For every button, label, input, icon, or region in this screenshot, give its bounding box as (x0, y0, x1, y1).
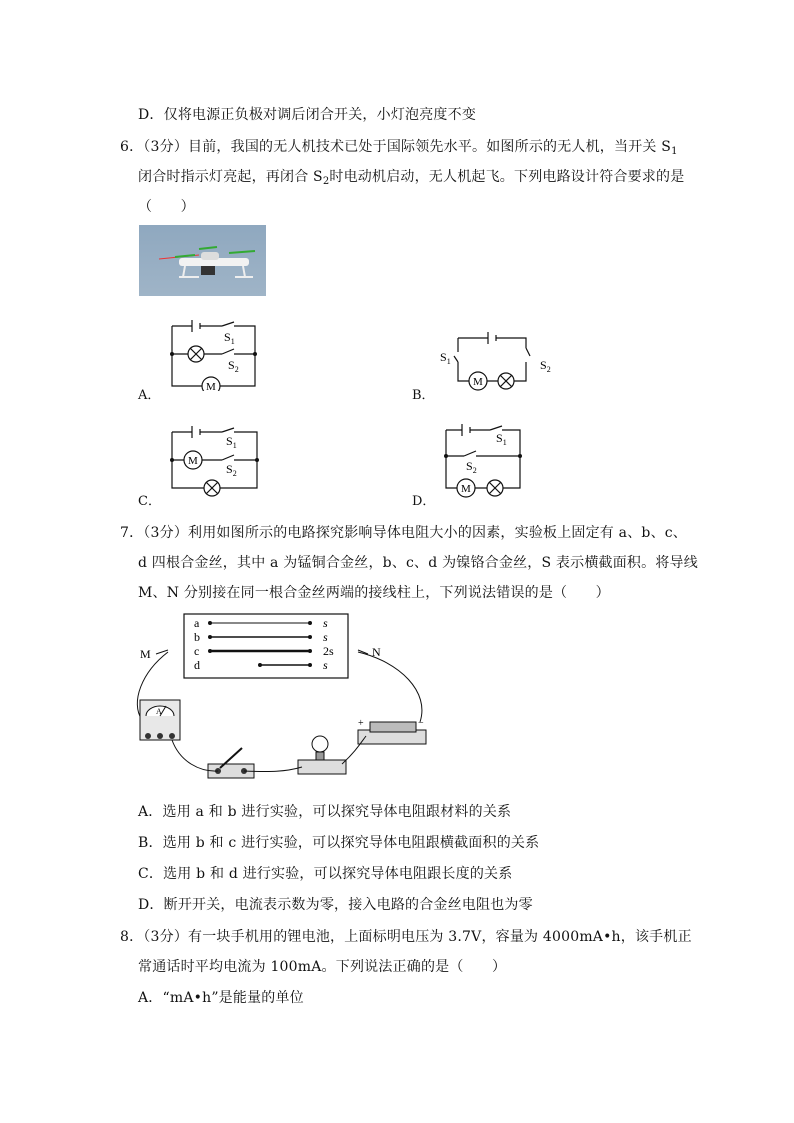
q6-option-a-label: A． (138, 388, 161, 403)
q8-stem-line1: 8．（3分）有一块手机用的锂电池，上面标明电压为 3.7V，容量为 4000mA•h，该手机正 (120, 929, 692, 945)
q6-stem-line1: 6．（3分）目前，我国的无人机技术已处于国际领先水平。如图所示的无人机，当开关 $S_1$ (120, 139, 678, 157)
q8-stem-line2: 常通话时平均电流为 100mA。下列说法正确的是（ ） (138, 959, 507, 975)
q6-stem-line3: （ ） (138, 199, 195, 215)
circuit-diagram-b (436, 326, 566, 396)
q7-stem-line1: 7．（3分）利用如图所示的电路探究影响导体电阻大小的因素，实验板上固定有 a、b、c、 (120, 525, 688, 541)
battery-plus: + (358, 718, 364, 729)
label-s1: $S_1$ (496, 431, 507, 447)
motor-label: M (461, 483, 471, 495)
area-label-d: s (323, 658, 328, 672)
q8-option-a: A．“mA•h”是能量的单位 (138, 990, 304, 1006)
motor-label: M (206, 381, 216, 391)
motor-label: M (473, 376, 483, 388)
q6-option-d-label: D． (412, 494, 436, 509)
label-s1: $S_1$ (226, 434, 237, 450)
experiment-circuit-figure (130, 612, 440, 792)
motor-label: M (188, 455, 198, 467)
circuit-diagram-a (160, 316, 270, 391)
battery-holder (358, 718, 426, 744)
q6-option-b-label: B． (412, 388, 435, 403)
q7-stem-line3: M、N 分别接在同一根合金丝两端的接线柱上，下列说法错误的是（ ） (138, 585, 610, 601)
light-bulb (298, 736, 346, 774)
label-s2: $S_2$ (540, 358, 551, 374)
drone-photo (139, 225, 266, 296)
q6-option-c-label: C． (138, 494, 161, 509)
label-s2: $S_2$ (226, 462, 237, 478)
wire-label-d: d (194, 658, 200, 672)
battery-minus: − (418, 718, 424, 729)
label-s2: $S_2$ (466, 459, 477, 475)
label-s2: $S_2$ (228, 358, 239, 374)
q6-stem-line2: 闭合时指示灯亮起，再闭合 $S_2$时电动机启动，无人机起飞。下列电路设计符合要求的是 (138, 169, 685, 187)
lead-label-n: N (372, 645, 381, 659)
label-s1: $S_1$ (224, 330, 235, 346)
label-s1: $S_1$ (440, 350, 451, 366)
wire-label-b: b (194, 630, 200, 644)
area-label-a: s (323, 616, 328, 630)
svg-text:A: A (156, 707, 162, 716)
ammeter (140, 700, 180, 740)
lead-label-m: M (140, 647, 151, 661)
circuit-diagram-d (436, 416, 536, 500)
q7-option-d: D．断开开关，电流表示数为零，接入电路的合金丝电阻也为零 (138, 897, 533, 913)
area-label-b: s (323, 630, 328, 644)
q7-stem-line2: d 四根合金丝，其中 a 为锰铜合金丝，b、c、d 为镍铬合金丝，S 表示横截面积。将导线 (138, 555, 698, 571)
wire-label-c: c (194, 644, 200, 658)
circuit-diagram-c (160, 422, 270, 497)
q7-option-a: A．选用 a 和 b 进行实验，可以探究导体电阻跟材料的关系 (138, 804, 512, 820)
q5-option-d: D．仅将电源正负极对调后闭合开关，小灯泡亮度不变 (138, 107, 477, 123)
knife-switch (208, 748, 254, 778)
wire-label-a: a (194, 616, 200, 630)
area-label-c: 2s (323, 644, 334, 658)
q7-option-b: B．选用 b 和 c 进行实验，可以探究导体电阻跟横截面积的关系 (138, 835, 540, 851)
q7-option-c: C．选用 b 和 d 进行实验，可以探究导体电阻跟长度的关系 (138, 866, 513, 882)
